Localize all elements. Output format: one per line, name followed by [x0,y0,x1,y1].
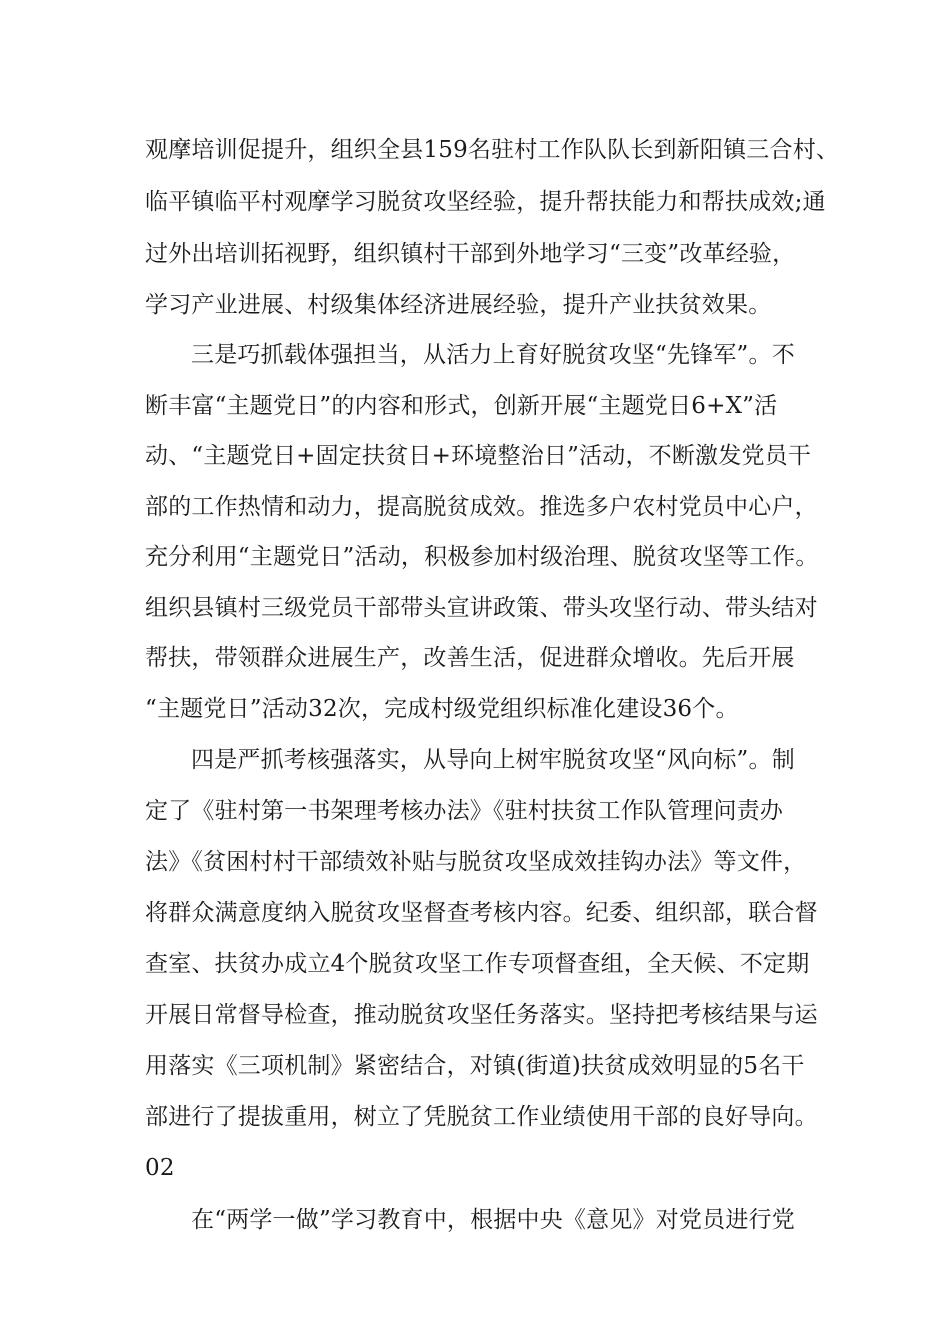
paragraph-line: 在“两学一做”学习教育中，根据中央《意见》对党员进行党 [191,1207,795,1233]
paragraph-line: 定了《驻村第一书架理考核办法》《驻村扶贫工作队管理问责办 [145,798,784,824]
paragraph-line: 用落实《三项机制》紧密结合，对镇(街道)扶贫成效明显的5名干 [145,1053,805,1079]
paragraph-line: 过外出培训拓视野，组织镇村干部到外地学习“三变”改革经验， [145,241,796,267]
paragraph-line: 查室、扶贫办成立4个脱贫攻坚工作专项督查组，全天候、不定期 [145,951,810,977]
paragraph-line: 观摩培训促提升，组织全县159名驻村工作队队长到新阳镇三合村、 [145,137,840,163]
paragraph-line: 法》《贫困村村干部绩效补贴与脱贫攻坚成效挂钩办法》等文件， [145,849,807,875]
paragraph-line: 将群众满意度纳入脱贫攻坚督查考核内容。纪委、组织部，联合督 [145,900,818,926]
paragraph-line: 四是严抓考核强落实，从导向上树牢脱贫攻坚“风向标”。制 [191,747,795,773]
paragraph-line: 帮扶，带领群众进展生产，改善生活，促进群众增收。先后开展 [145,645,795,671]
paragraph-line: “主题党日”活动32次，完成村级党组织标准化建设36个。 [145,696,739,722]
paragraph-line: 动、“主题党日+固定扶贫日+环境整治日”活动，不断激发党员干 [145,443,812,469]
paragraph-line: 临平镇临平村观摩学习脱贫攻坚经验，提升帮扶能力和帮扶成效;通 [145,189,826,215]
paragraph-line: 部的工作热情和动力，提高脱贫成效。推选多户农村党员中心户， [145,494,818,520]
paragraph-line: 三是巧抓载体强担当，从活力上育好脱贫攻坚“先锋军”。不 [191,342,795,368]
paragraph-line: 充分利用“主题党日”活动，积极参加村级治理、脱贫攻坚等工作。 [145,544,819,570]
paragraph-line: 开展日常督导检查，推动脱贫攻坚任务落实。坚持把考核结果与运 [145,1002,818,1028]
paragraph-line: 断丰富“主题党日”的内容和形式，创新开展“主题党日6+X”活 [145,393,778,419]
paragraph-line: 部进行了提拔重用，树立了凭脱贫工作业绩使用干部的良好导向。 [145,1104,818,1130]
section-number: 02 [145,1155,175,1181]
paragraph-line: 组织县镇村三级党员干部带头宣讲政策、带头攻坚行动、带头结对 [145,595,818,621]
paragraph-line: 学习产业进展、村级集体经济进展经验，提升产业扶贫效果。 [145,292,772,318]
